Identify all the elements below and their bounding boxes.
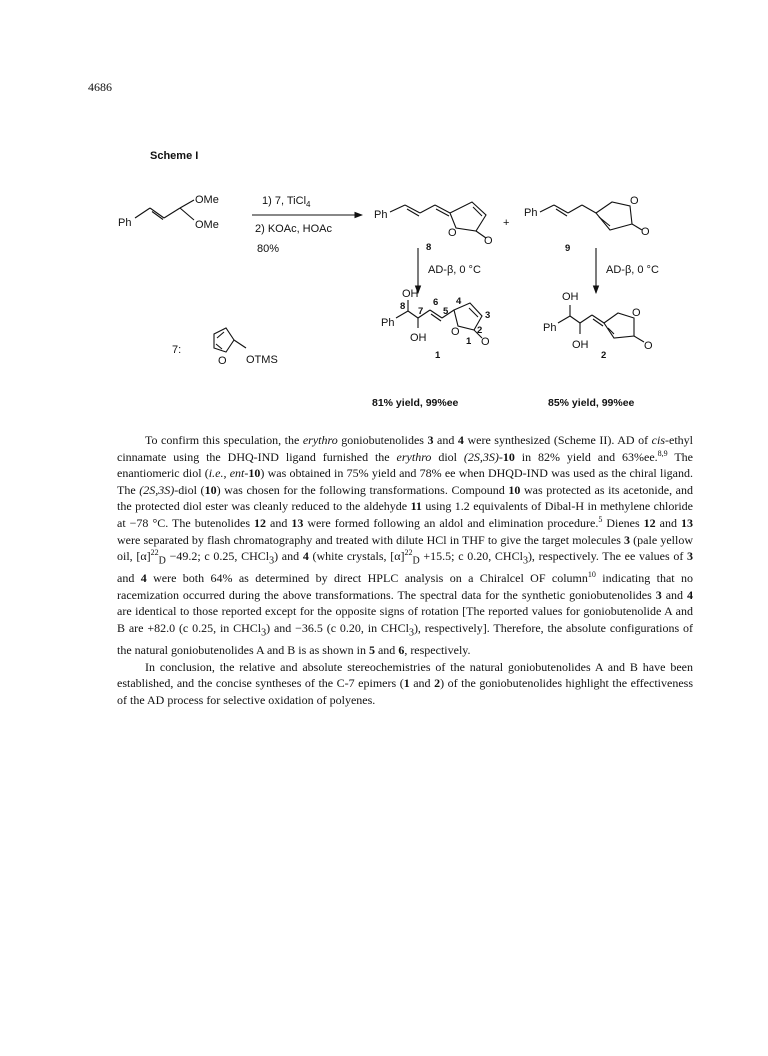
ph-label: Ph bbox=[374, 209, 388, 221]
text-run: and bbox=[374, 642, 399, 657]
text-run: and bbox=[661, 587, 688, 602]
text-run: 1 bbox=[403, 676, 410, 691]
text-run: In conclusion, the relative and absolute stereochemistries of the natural goniobutenolides A and B have been established, and the concise syntheses of the C-7 epimers ( bbox=[117, 659, 693, 691]
text-run: D bbox=[158, 555, 166, 567]
text-run: and bbox=[266, 515, 292, 530]
text-run: -ethyl cinnamate using the DHQ-IND ligand furnished the bbox=[117, 433, 693, 464]
text-run: To confirm this speculation, the bbox=[145, 433, 303, 447]
text-run: are identical to those reported except for the opposite signs of rotation [The reported values for goniobutenolide A and B are +82.0 (c 0.25, in CHCl bbox=[117, 604, 693, 635]
carbon-number: 1 bbox=[466, 336, 472, 347]
text-run: using 1.2 equivalents of Dibal-H in methylene chloride at −78 °C. The butenolides bbox=[117, 499, 693, 530]
text-run: erythro bbox=[396, 449, 432, 464]
text-run: 4 bbox=[457, 433, 464, 447]
text-run: 3 bbox=[624, 532, 631, 547]
ring-oxygen-label: O bbox=[630, 195, 639, 207]
carbon-number: 8 bbox=[400, 301, 406, 312]
text-run: 12 bbox=[643, 515, 656, 530]
carbonyl-oxygen-label: O bbox=[641, 226, 650, 238]
text-run: −49.2; c 0.25, CHCl bbox=[165, 549, 270, 564]
yield-compound-1: 81% yield, 99%ee bbox=[372, 397, 459, 409]
text-run: and bbox=[117, 571, 141, 586]
text-run: 10 bbox=[248, 466, 261, 481]
ph-label: Ph bbox=[381, 317, 395, 329]
text-run: 8,9 bbox=[657, 448, 668, 458]
text-run: 5 bbox=[598, 514, 603, 524]
text-run: 10 bbox=[502, 449, 515, 464]
text-run: erythro bbox=[302, 433, 338, 447]
text-run: 12 bbox=[254, 515, 267, 530]
text-run: were separated by flash chromatography and treated with dilute HCl in THF to give the target molecules bbox=[117, 532, 625, 547]
text-run: i.e., bbox=[208, 466, 227, 481]
text-run: -diol ( bbox=[174, 482, 205, 497]
hydroxyl-label: OH bbox=[402, 288, 419, 300]
text-run: 3 bbox=[408, 627, 414, 639]
text-run: 2 bbox=[434, 676, 441, 691]
compound-1-label: 1 bbox=[435, 350, 441, 361]
ph-label: Ph bbox=[118, 217, 132, 229]
starting-material-acetal bbox=[135, 200, 194, 220]
ring-oxygen-label: O bbox=[451, 326, 460, 338]
carbonyl-oxygen-label: O bbox=[644, 340, 653, 352]
compound-2-label: 2 bbox=[601, 350, 607, 361]
ome-label: OMe bbox=[195, 194, 219, 206]
paragraph bbox=[117, 432, 693, 659]
text-run: ) and bbox=[274, 549, 303, 564]
compound-9-structure bbox=[540, 202, 642, 230]
carbon-number: 3 bbox=[485, 310, 491, 321]
text-run: were formed following an aldol and elimination procedure. bbox=[303, 515, 599, 530]
yield-compound-2: 85% yield, 99%ee bbox=[548, 397, 635, 409]
text-run: - bbox=[498, 449, 503, 464]
text-run: and bbox=[655, 515, 682, 530]
text-run: ), respectively. The ee values of bbox=[527, 549, 688, 564]
text-run: 13 bbox=[681, 515, 694, 530]
ome-label: OMe bbox=[195, 219, 219, 231]
text-run: ) of the goniobutenolides highlight the effectiveness of the AD process for selective oxidation of polyenes. bbox=[117, 676, 693, 707]
compound-7-furan bbox=[214, 328, 246, 352]
text-run: ent bbox=[229, 466, 245, 481]
text-run: 3 bbox=[655, 587, 662, 602]
text-run: Dienes bbox=[602, 515, 644, 530]
compound-7-label: 7: bbox=[172, 344, 182, 356]
text-run: (2S,3S) bbox=[463, 449, 499, 464]
carbon-number: 6 bbox=[433, 297, 439, 308]
text-run: was protected as its acetonide, and the protected diol ester was cleanly reduced to the aldehyde bbox=[117, 482, 694, 514]
compound-8-structure bbox=[390, 202, 486, 238]
otms-label: OTMS bbox=[246, 354, 278, 366]
ph-label: Ph bbox=[524, 207, 538, 219]
hydroxyl-label: OH bbox=[572, 339, 589, 351]
reaction-scheme-drawing bbox=[100, 168, 680, 418]
text-run: 5 bbox=[368, 642, 375, 657]
reaction-scheme bbox=[100, 168, 680, 418]
carbonyl-oxygen-label: O bbox=[484, 235, 493, 247]
text-run: 10 bbox=[508, 482, 521, 497]
text-run: goniobutenolides bbox=[337, 433, 428, 447]
carbon-number: 2 bbox=[477, 325, 483, 336]
text-run: D bbox=[412, 555, 420, 567]
text-run: 10 bbox=[204, 482, 217, 497]
text-run: ) and −36.5 (c 0.20, in CHCl bbox=[266, 620, 409, 635]
text-run: 6 bbox=[398, 642, 405, 657]
reagent-koac: 2) KOAc, HOAc bbox=[255, 223, 333, 235]
text-run: (pale yellow oil, [α] bbox=[117, 532, 693, 564]
text-run: diol bbox=[431, 449, 464, 464]
text-run: +15.5; c 0.20, CHCl bbox=[419, 549, 523, 564]
text-run: 22 bbox=[150, 548, 159, 558]
text-run: were both 64% as determined by direct HPLC analysis on a Chiralcel OF column bbox=[146, 571, 588, 586]
ad-conditions: AD-β, 0 °C bbox=[606, 264, 659, 276]
reagent-ticl4: 1) 7, TiCl$_4$ bbox=[262, 195, 311, 209]
compound-1-structure bbox=[396, 300, 482, 338]
text-run: ), respectively]. Therefore, the absolute configurations of the natural goniobutenolides A and B is as shown in bbox=[117, 620, 693, 657]
text-run: 4 bbox=[302, 549, 309, 564]
text-run: (white crystals, [α] bbox=[308, 549, 405, 564]
carbon-number: 4 bbox=[456, 296, 462, 307]
text-run: and bbox=[433, 433, 458, 447]
ring-oxygen-label: O bbox=[218, 355, 227, 367]
hydroxyl-label: OH bbox=[410, 332, 427, 344]
text-run: , respectively. bbox=[404, 642, 471, 657]
body-text bbox=[117, 432, 693, 708]
text-run: 3 bbox=[522, 555, 528, 567]
step-yield: 80% bbox=[257, 243, 280, 255]
text-run: 10 bbox=[587, 570, 596, 580]
carbonyl-oxygen-label: O bbox=[481, 336, 490, 348]
carbon-number: 7 bbox=[418, 306, 424, 317]
text-run: The enantiomeric diol ( bbox=[117, 449, 693, 481]
ring-oxygen-label: O bbox=[632, 307, 641, 319]
text-run: 3 bbox=[269, 555, 275, 567]
ad-conditions: AD-β, 0 °C bbox=[428, 264, 481, 276]
text-run: in 82% yield and 63%ee. bbox=[514, 449, 658, 464]
scheme-title: Scheme I bbox=[150, 150, 199, 162]
text-run: 3 bbox=[427, 433, 434, 447]
compound-8-label: 8 bbox=[426, 242, 432, 253]
text-run: 13 bbox=[291, 515, 304, 530]
text-run: 3 bbox=[261, 627, 267, 639]
text-run: 3 bbox=[687, 549, 694, 564]
text-run: 22 bbox=[404, 548, 413, 558]
ring-oxygen-label: O bbox=[448, 227, 457, 239]
text-run: indicating that no racemization occurred during the above transformations. The spectral data for the synthetic goniobutenolides bbox=[117, 571, 693, 602]
page-number: 4686 bbox=[88, 80, 112, 94]
text-run: - bbox=[244, 466, 249, 481]
hydroxyl-label: OH bbox=[562, 291, 579, 303]
text-run: cis bbox=[651, 433, 665, 447]
compound-9-label: 9 bbox=[565, 243, 571, 254]
text-run: 4 bbox=[140, 571, 147, 586]
carbon-number: 5 bbox=[443, 306, 449, 317]
ph-label: Ph bbox=[543, 322, 557, 334]
paragraph bbox=[117, 659, 693, 709]
text-run: were synthesized (Scheme II). AD of bbox=[463, 433, 652, 447]
plus-sign: + bbox=[503, 217, 510, 229]
text-run: ) was obtained in 75% yield and 78% ee when DHQD-IND was used as the chiral ligand. The bbox=[117, 466, 693, 497]
text-run: (2S,3S) bbox=[139, 482, 175, 497]
text-run: 11 bbox=[410, 499, 422, 514]
text-run: ) was chosen for the following transformations. Compound bbox=[216, 482, 509, 497]
text-run: 4 bbox=[687, 587, 694, 602]
text-run: and bbox=[409, 676, 435, 691]
